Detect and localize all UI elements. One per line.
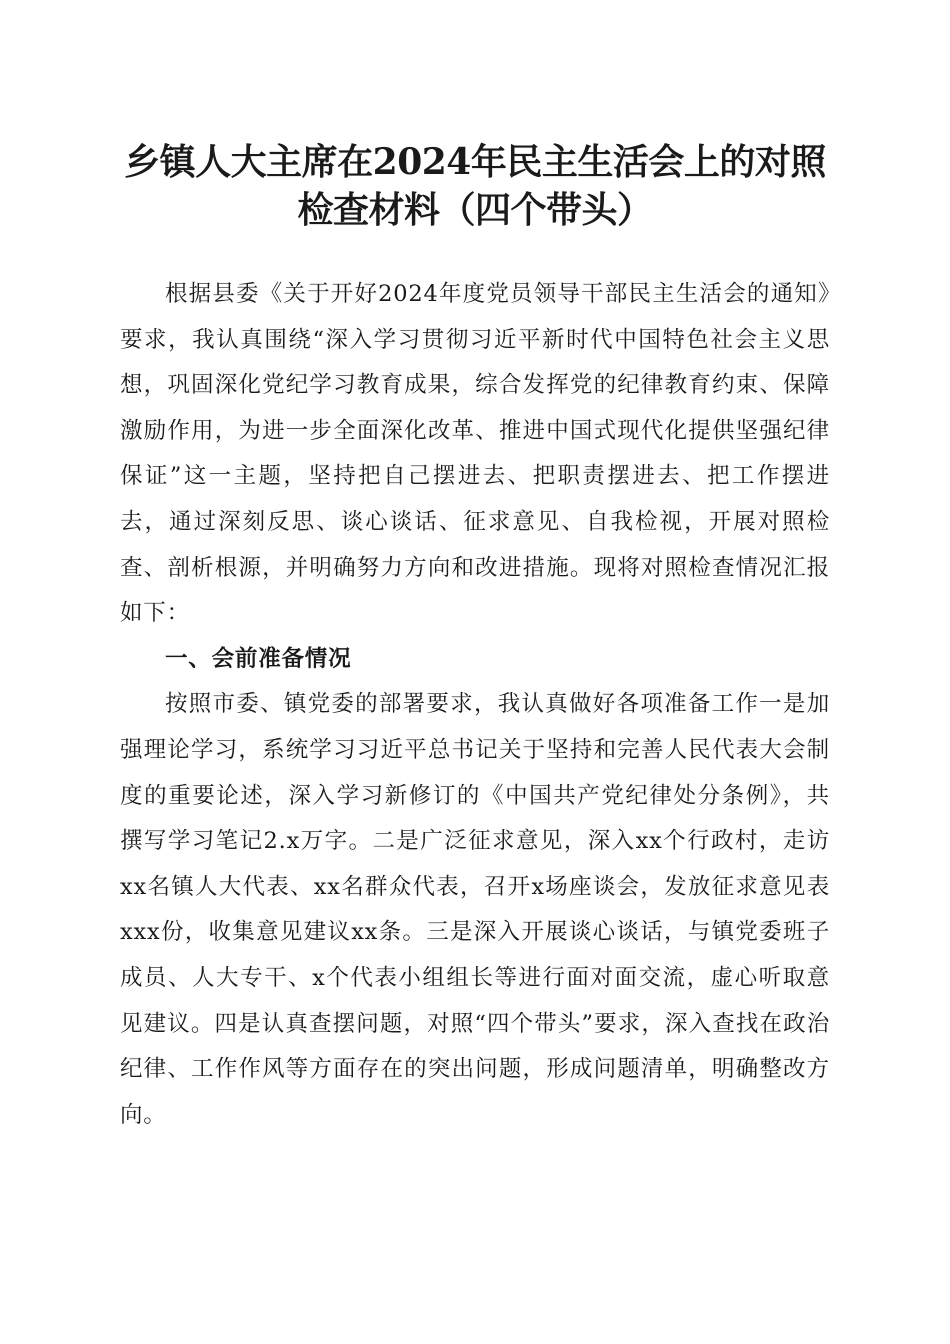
preparation-paragraph: 按照市委、镇党委的部署要求，我认真做好各项准备工作一是加强理论学习，系统学习习近平总书记关于坚持和完善人民代表大会制度的重要论述，深入学习新修订的《中国共产党纪律处分条例》，共撰写学习笔记2.x万字。二是广泛征求意见，深入xx个行政村，走访xx名镇人大代表、xx名群众代表，召开x场座谈会，发放征求意见表xxx份，收集意见建议xx条。三是深入开展谈心谈话，与镇党委班子成员、人大专干、x个代表小组组长等进行面对面交流，虚心听取意见建议。四是认真查摆问题，对照“四个带头”要求，深入查找在政治纪律、工作作风等方面存在的突出问题，形成问题清单，明确整改方向。 <box>120 691 830 1128</box>
title-line-2: 检查材料（四个带头） <box>297 189 653 231</box>
section-heading-preparation: 一、会前准备情况 <box>165 645 352 672</box>
title-line-1: 乡镇人大主席在2024年民主生活会上的对照 <box>124 141 826 183</box>
intro-paragraph: 根据县委《关于开好2024年度党员领导干部民主生活会的通知》要求，我认真围绕“深入学习贯彻习近平新时代中国特色社会主义思想，巩固深化党纪学习教育成果，综合发挥党的纪律教育约束、保障激励作用，为进一步全面深化改革、推进中国式现代化提供坚强纪律保证”这一主题，坚持把自己摆进去、把职责摆进去、把工作摆进去，通过深刻反思、谈心谈话、征求意见、自我检视，开展对照检查、剖析根源，并明确努力方向和改进措施。现将对照检查情况汇报如下： <box>120 281 830 627</box>
document-body <box>120 272 830 1138</box>
document-title <box>100 138 850 234</box>
